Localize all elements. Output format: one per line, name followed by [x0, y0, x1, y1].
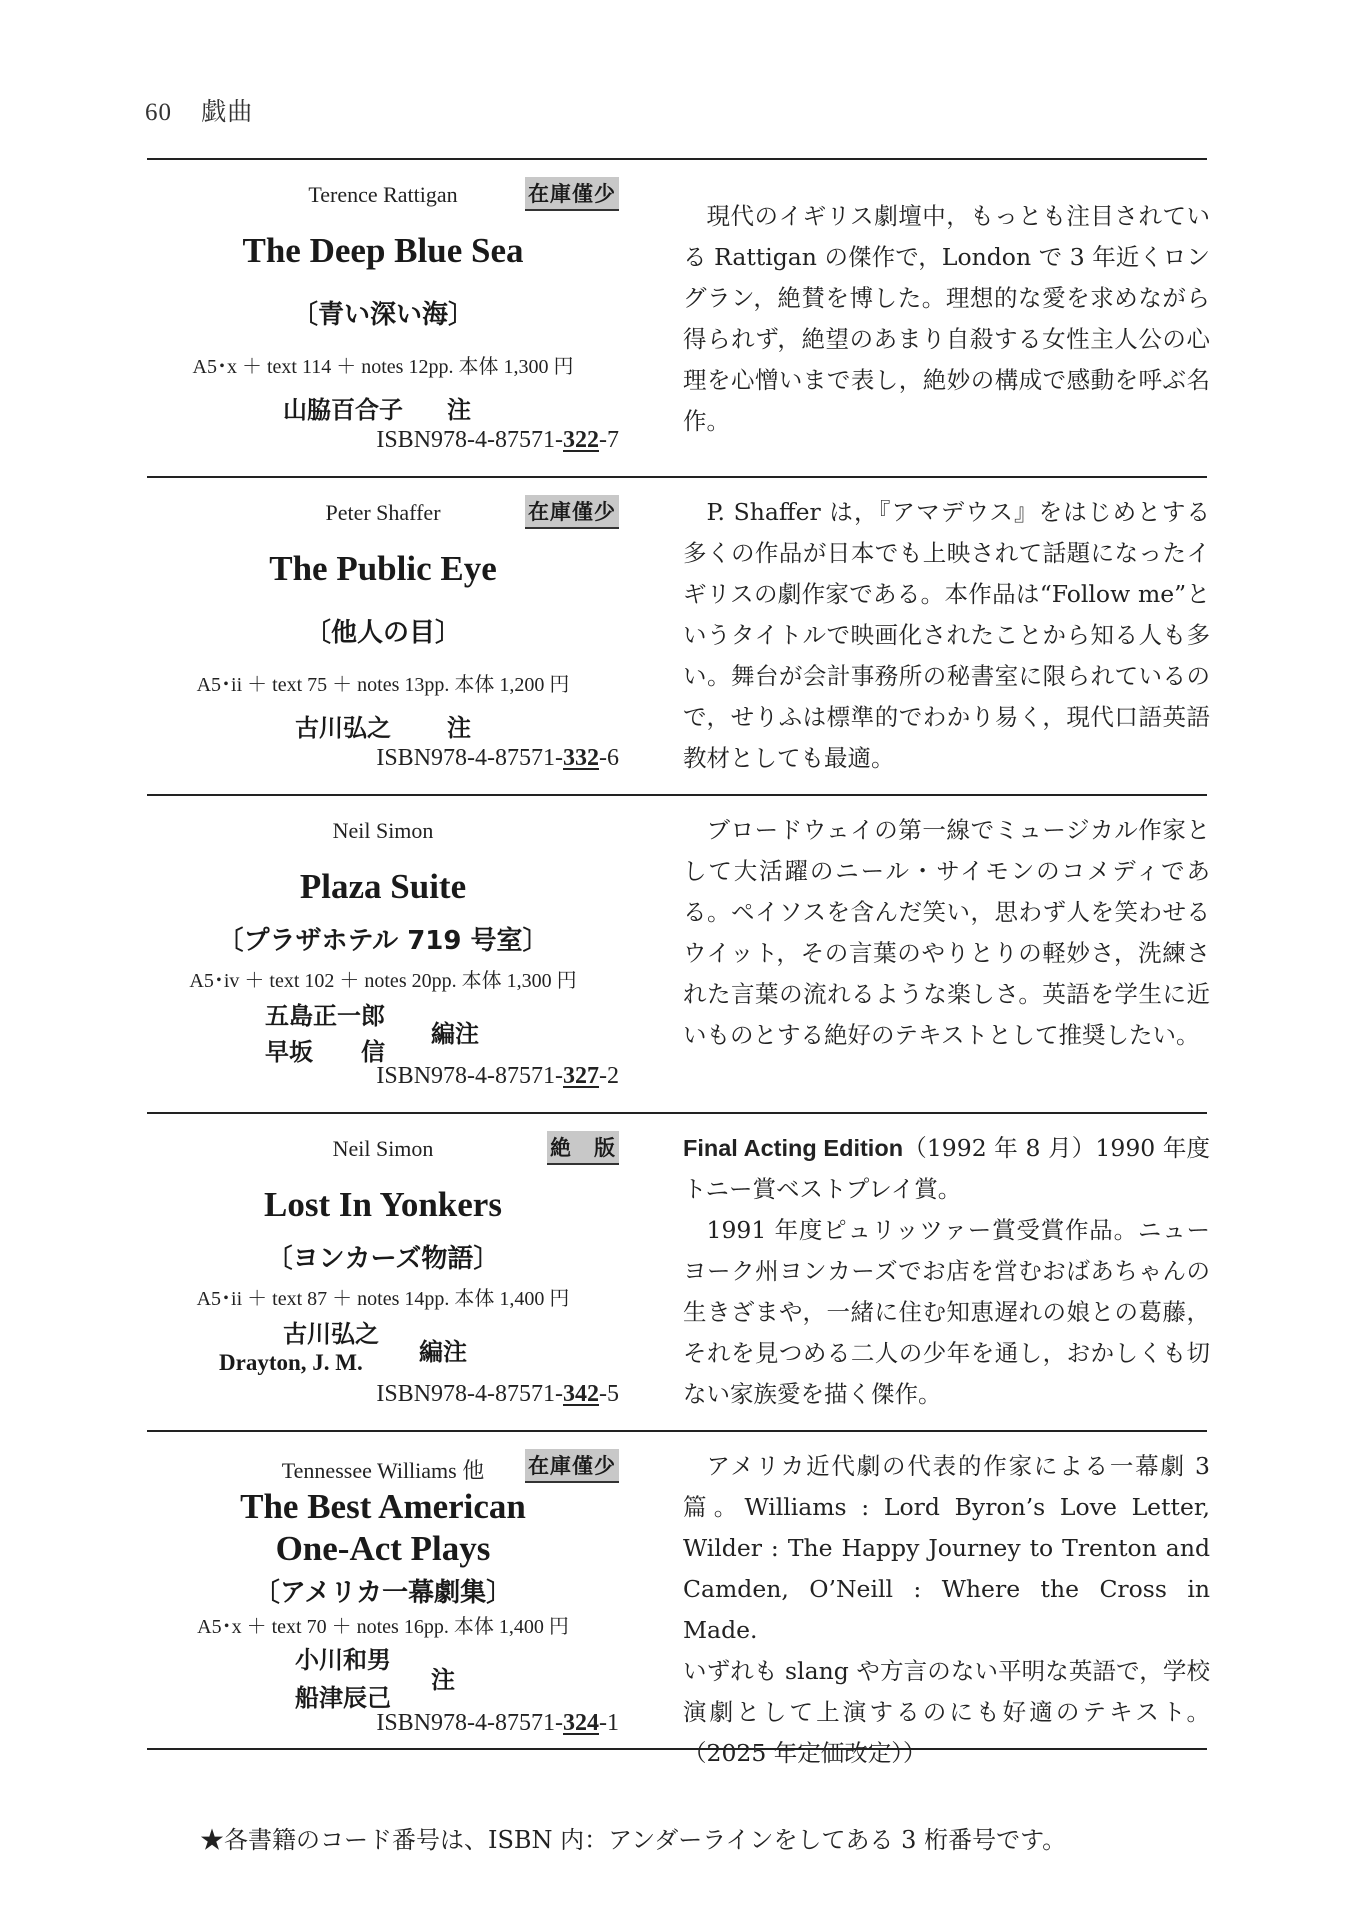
catalog-entry: [147, 478, 1210, 796]
book-title-line-2: One-Act Plays: [275, 1529, 491, 1568]
isbn-prefix: ISBN978-4-87571-: [376, 1710, 563, 1736]
japanese-title: 〔青い深い海〕: [291, 300, 474, 330]
description-paragraph: アメリカ近代劇の代表的作家による一幕劇 3 篇。Williams : Lord Byron’s Love Letter, Wilder : The Happy Journey to Trenton and Camden, O’Neill : Where the Cross in Made.: [683, 1452, 1210, 1644]
book-specs: A5･ii ＋ text 87 ＋ notes 14pp. 本体 1,400 円: [196, 1288, 570, 1310]
book-info: [147, 1432, 619, 1748]
japanese-title: 〔アメリカ一幕劇集〕: [253, 1578, 513, 1608]
isbn-code: 332: [563, 745, 599, 771]
catalog-list: [147, 158, 1210, 1767]
stock-badge: 在庫僅少: [525, 495, 619, 529]
edition-label: Final Acting Edition: [683, 1135, 904, 1161]
editor-role: 編注: [431, 1020, 479, 1048]
book-specs: A5･x ＋ text 70 ＋ notes 16pp. 本体 1,400 円: [197, 1616, 569, 1638]
isbn-prefix: ISBN978-4-87571-: [376, 745, 563, 771]
stock-badge: 絶 版: [547, 1131, 619, 1165]
isbn-prefix: ISBN978-4-87571-: [376, 1063, 563, 1089]
page-number: 60: [145, 99, 172, 126]
isbn-prefix: ISBN978-4-87571-: [376, 1381, 563, 1407]
book-info: [147, 160, 619, 476]
isbn-suffix: -1: [599, 1710, 619, 1736]
isbn-suffix: -2: [599, 1063, 619, 1089]
stock-badge: 在庫僅少: [525, 1449, 619, 1483]
editor-name: 古川弘之: [283, 1320, 379, 1348]
book-title: Lost In Yonkers: [264, 1185, 502, 1224]
editor-role: 編注: [419, 1338, 467, 1366]
description-text: （1992 年 8 月）1990 年度トニー賞ベストプレイ賞。: [683, 1134, 1210, 1203]
isbn-code: 322: [563, 427, 599, 453]
book-info: [147, 478, 619, 794]
section-title: 戯曲: [201, 99, 254, 126]
editor-name: 早坂 信: [265, 1038, 385, 1066]
editor-name: 五島正一郎: [265, 1002, 385, 1030]
page-header: [145, 92, 253, 128]
isbn: [376, 1063, 619, 1090]
author: Tennessee Williams 他: [281, 1458, 485, 1483]
author: Neil Simon: [332, 818, 434, 843]
isbn: [376, 427, 619, 454]
author: Neil Simon: [332, 1136, 434, 1161]
book-info: [147, 796, 619, 1112]
stock-badge: 在庫僅少: [525, 177, 619, 211]
japanese-title: 〔ヨンカーズ物語〕: [266, 1244, 500, 1274]
book-description: [683, 810, 1210, 1056]
isbn: [376, 745, 619, 772]
book-specs: A5･iv ＋ text 102 ＋ notes 20pp. 本体 1,300 円: [189, 970, 577, 992]
catalog-entry: [147, 160, 1210, 478]
isbn-code: 342: [563, 1381, 599, 1407]
book-title: The Best American: [240, 1487, 526, 1526]
author: Peter Shaffer: [325, 500, 441, 525]
book-title: The Public Eye: [269, 549, 497, 588]
book-specs: A5･x ＋ text 114 ＋ notes 12pp. 本体 1,300 円: [192, 356, 574, 378]
isbn: [376, 1381, 619, 1408]
editor-name: Drayton, J. M.: [219, 1350, 363, 1375]
editor-role: 注: [447, 396, 471, 424]
japanese-title: 〔他人の目〕: [304, 618, 461, 648]
editor-role: 注: [447, 714, 471, 742]
isbn-suffix: -5: [599, 1381, 619, 1407]
description-paragraph: 現代のイギリス劇壇中，もっとも注目されている Rattigan の傑作で，London で 3 年近くロングラン，絶賛を博した。理想的な愛を求めながら得られず，絶望のあまり自殺する女性主人公の心理を心憎いまで表し，絶妙の構成で感動を呼ぶ名作。: [683, 202, 1210, 435]
editor-role: 注: [431, 1666, 455, 1694]
editor-name: 小川和男: [295, 1646, 391, 1674]
book-info: [147, 1114, 619, 1430]
description-paragraph: [683, 1128, 1210, 1210]
isbn: [376, 1710, 619, 1737]
isbn-prefix: ISBN978-4-87571-: [376, 427, 563, 453]
book-description: [683, 196, 1210, 442]
footnote: ★各書籍のコード番号は、ISBN 内：アンダーラインをしてある 3 桁番号です。: [200, 1826, 1067, 1854]
description-paragraph: P. Shaffer は，『アマデウス』をはじめとする多くの作品が日本でも上映されて話題になったイギリスの劇作家である。本作品は“Follow me”というタイトルで映画化されたことから知る人も多い。舞台が会計事務所の秘書室に限られているので，せりふは標準的でわかり易く，現代口語英語教材としても最適。: [683, 498, 1210, 772]
isbn-code: 327: [563, 1063, 599, 1089]
catalog-entry: [147, 796, 1210, 1114]
editor-name: 山脇百合子: [283, 396, 403, 424]
isbn-code: 324: [563, 1710, 599, 1736]
book-description: [683, 492, 1210, 779]
catalog-entry: [147, 1114, 1210, 1432]
editor-name: 古川弘之: [295, 714, 391, 742]
book-title: The Deep Blue Sea: [242, 231, 524, 270]
catalog-entry: [147, 1432, 1210, 1767]
book-specs: A5･ii ＋ text 75 ＋ notes 13pp. 本体 1,200 円: [196, 674, 570, 696]
author: Terence Rattigan: [308, 182, 458, 207]
description-paragraph: ブロードウェイの第一線でミュージカル作家として大活躍のニール・サイモンのコメディである。ペイソスを含んだ笑い，思わず人を笑わせるウイット，その言葉のやりとりの軽妙さ，洗練された言葉の流れるような楽しさ。英語を学生に近いものとする絶好のテキストとして推奨したい。: [683, 816, 1210, 1049]
japanese-title: 〔プラザホテル 719 号室〕: [217, 926, 549, 956]
book-description: [683, 1446, 1210, 1774]
isbn-suffix: -7: [599, 427, 619, 453]
editor-name: 船津辰己: [295, 1684, 391, 1712]
description-paragraph: いずれも slang や方言のない平明な英語で，学校演劇として上演するのにも好適のテキスト。（2025 年定価改定））: [683, 1657, 1210, 1767]
book-title: Plaza Suite: [299, 867, 467, 906]
book-description: [683, 1128, 1210, 1415]
description-paragraph: 1991 年度ピュリッツァー賞受賞作品。ニューヨーク州ヨンカーズでお店を営むおばあちゃんの生きざまや，一緒に住む知恵遅れの娘との葛藤，それを見つめる二人の少年を通し，おかしくも切ない家族愛を描く傑作。: [683, 1216, 1210, 1408]
isbn-suffix: -6: [599, 745, 619, 771]
